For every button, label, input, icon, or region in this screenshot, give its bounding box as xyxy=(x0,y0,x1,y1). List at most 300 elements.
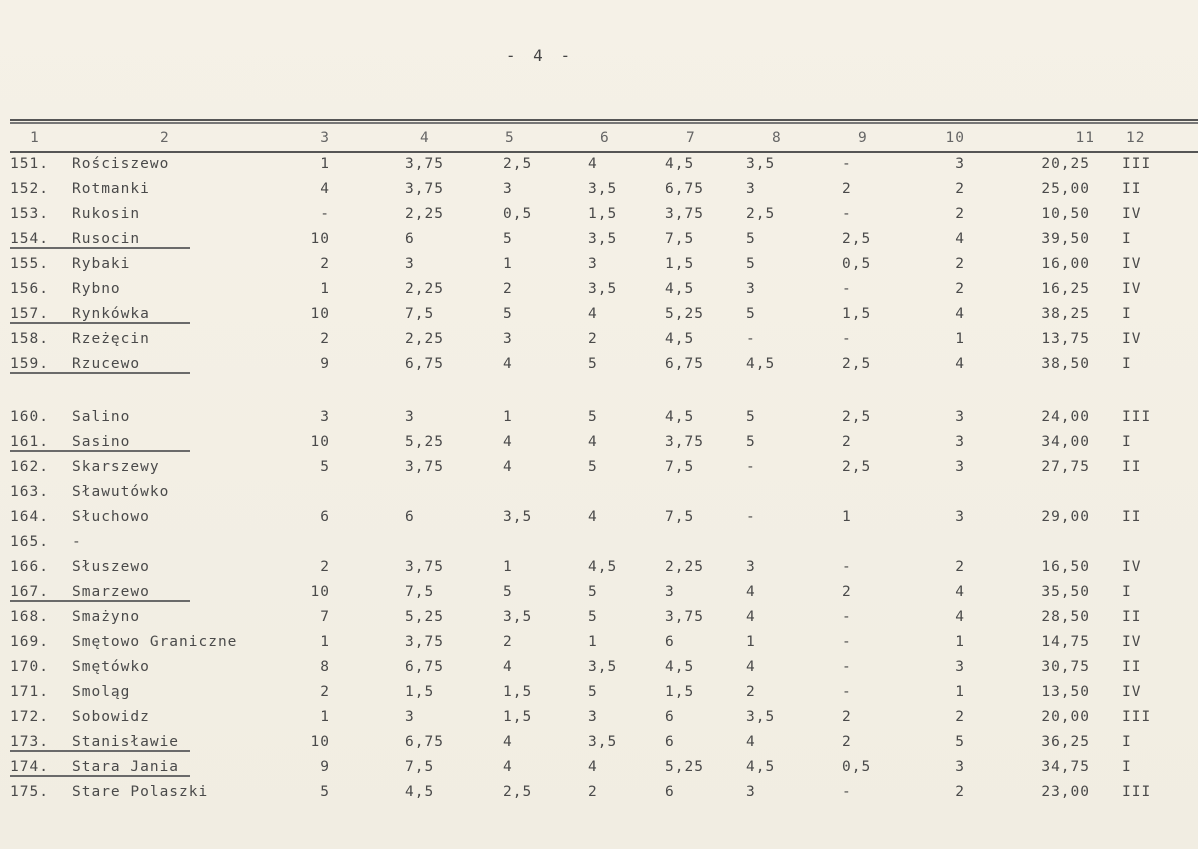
col-11-total: 16,00 xyxy=(1041,256,1090,272)
table-row xyxy=(0,780,1198,805)
village-name: Rusocin xyxy=(72,231,141,247)
table-row xyxy=(0,152,1198,177)
col-12-class: IV xyxy=(1122,331,1142,347)
col-9-value: 1 xyxy=(842,509,852,525)
col-7-value: 5,25 xyxy=(665,759,704,775)
col-3-value: 2 xyxy=(320,331,330,347)
row-number: 160. xyxy=(10,409,49,425)
col-8-value: 2 xyxy=(746,684,756,700)
col-5-value: 0,5 xyxy=(503,206,533,222)
col-9-value: - xyxy=(842,634,852,650)
col-4-value: 3,75 xyxy=(405,459,444,475)
col-5-value: 3 xyxy=(503,331,513,347)
table-row xyxy=(0,630,1198,655)
village-name: Smętówko xyxy=(72,659,150,675)
col-6-value: 5 xyxy=(588,459,598,475)
col-3-value: 1 xyxy=(320,634,330,650)
col-7-value: 7,5 xyxy=(665,459,695,475)
col-6-value: 3,5 xyxy=(588,734,618,750)
col-11-total: 34,75 xyxy=(1041,759,1090,775)
col-7-value: 3,75 xyxy=(665,206,704,222)
col-6-value: 5 xyxy=(588,409,598,425)
col-9-value: 2 xyxy=(842,181,852,197)
col-6-value: 4 xyxy=(588,759,598,775)
col-10-value: 3 xyxy=(955,659,965,675)
col-10-value: 3 xyxy=(955,409,965,425)
col-header-11: 11 xyxy=(1075,130,1095,146)
col-9-value: - xyxy=(842,784,852,800)
col-7-value: 6 xyxy=(665,634,675,650)
col-8-value: 2,5 xyxy=(746,206,776,222)
col-4-value: 6 xyxy=(405,231,415,247)
table-row xyxy=(0,730,1198,755)
village-name: Smażyno xyxy=(72,609,141,625)
row-number: 161. xyxy=(10,434,49,450)
col-3-value: 2 xyxy=(320,684,330,700)
col-6-value: 5 xyxy=(588,584,598,600)
col-12-class: III xyxy=(1122,156,1152,172)
col-header-8: 8 xyxy=(772,130,782,146)
col-4-value: 1,5 xyxy=(405,684,435,700)
col-10-value: 2 xyxy=(955,281,965,297)
col-10-value: 3 xyxy=(955,759,965,775)
col-6-value: 1 xyxy=(588,634,598,650)
col-5-value: 3 xyxy=(503,181,513,197)
col-5-value: 5 xyxy=(503,584,513,600)
col-10-value: 5 xyxy=(955,734,965,750)
table-row xyxy=(0,505,1198,530)
table-row xyxy=(0,705,1198,730)
col-4-value: 6 xyxy=(405,509,415,525)
col-7-value: 4,5 xyxy=(665,281,695,297)
col-3-value: 10 xyxy=(310,584,330,600)
col-8-value: 4 xyxy=(746,584,756,600)
col-9-value: - xyxy=(842,559,852,575)
village-name: Salino xyxy=(72,409,131,425)
col-header-10: 10 xyxy=(945,130,965,146)
col-3-value: 10 xyxy=(310,231,330,247)
col-3-value: 9 xyxy=(320,759,330,775)
row-number: 173. xyxy=(10,734,49,750)
col-5-value: 5 xyxy=(503,231,513,247)
col-4-value: 6,75 xyxy=(405,734,444,750)
col-6-value: 1,5 xyxy=(588,206,618,222)
col-5-value: 4 xyxy=(503,734,513,750)
row-number: 151. xyxy=(10,156,49,172)
col-11-total: 29,00 xyxy=(1041,509,1090,525)
col-7-value: 6 xyxy=(665,734,675,750)
col-8-value: 5 xyxy=(746,256,756,272)
table-row xyxy=(0,405,1198,430)
col-9-value: 0,5 xyxy=(842,759,872,775)
col-5-value: 1 xyxy=(503,559,513,575)
table-top-rule xyxy=(10,119,1198,121)
col-3-value: 10 xyxy=(310,734,330,750)
row-number: 170. xyxy=(10,659,49,675)
col-header-7: 7 xyxy=(686,130,696,146)
col-5-value: 1,5 xyxy=(503,684,533,700)
col-6-value: 3 xyxy=(588,256,598,272)
village-name: Rukosin xyxy=(72,206,141,222)
col-12-class: II xyxy=(1122,659,1142,675)
row-number: 172. xyxy=(10,709,49,725)
col-6-value: 2 xyxy=(588,784,598,800)
col-5-value: 2 xyxy=(503,281,513,297)
col-11-total: 25,00 xyxy=(1041,181,1090,197)
col-7-value: 4,5 xyxy=(665,331,695,347)
village-name: - xyxy=(72,534,82,550)
col-10-value: 4 xyxy=(955,306,965,322)
table-row xyxy=(0,252,1198,277)
col-8-value: 4 xyxy=(746,609,756,625)
col-8-value: - xyxy=(746,331,756,347)
col-4-value: 2,25 xyxy=(405,206,444,222)
col-7-value: 7,5 xyxy=(665,231,695,247)
col-10-value: 3 xyxy=(955,434,965,450)
col-6-value: 3,5 xyxy=(588,181,618,197)
col-8-value: - xyxy=(746,459,756,475)
col-10-value: 1 xyxy=(955,331,965,347)
table-row xyxy=(0,655,1198,680)
col-7-value: 2,25 xyxy=(665,559,704,575)
col-12-class: III xyxy=(1122,709,1152,725)
row-number: 153. xyxy=(10,206,49,222)
col-11-total: 16,25 xyxy=(1041,281,1090,297)
col-12-class: II xyxy=(1122,609,1142,625)
col-10-value: 1 xyxy=(955,634,965,650)
col-10-value: 4 xyxy=(955,231,965,247)
village-name: Sobowidz xyxy=(72,709,150,725)
col-7-value: 3,75 xyxy=(665,609,704,625)
table-row xyxy=(0,455,1198,480)
col-9-value: - xyxy=(842,684,852,700)
col-4-value: 4,5 xyxy=(405,784,435,800)
col-7-value: 6,75 xyxy=(665,356,704,372)
village-name: Rybno xyxy=(72,281,121,297)
col-11-total: 39,50 xyxy=(1041,231,1090,247)
village-name: Rzeżęcin xyxy=(72,331,150,347)
village-name: Sasino xyxy=(72,434,131,450)
village-name: Sławutówko xyxy=(72,484,170,500)
col-6-value: 4 xyxy=(588,434,598,450)
col-10-value: 4 xyxy=(955,609,965,625)
col-3-value: 6 xyxy=(320,509,330,525)
col-11-total: 38,25 xyxy=(1041,306,1090,322)
col-12-class: I xyxy=(1122,231,1132,247)
col-12-class: IV xyxy=(1122,206,1142,222)
col-7-value: 7,5 xyxy=(665,509,695,525)
col-3-value: 1 xyxy=(320,156,330,172)
col-8-value: 5 xyxy=(746,306,756,322)
col-10-value: 2 xyxy=(955,181,965,197)
col-9-value: - xyxy=(842,206,852,222)
col-8-value: 3,5 xyxy=(746,156,776,172)
col-12-class: III xyxy=(1122,409,1152,425)
col-4-value: 3,75 xyxy=(405,156,444,172)
col-3-value: 2 xyxy=(320,256,330,272)
table-row xyxy=(0,277,1198,302)
col-12-class: I xyxy=(1122,434,1132,450)
col-header-6: 6 xyxy=(600,130,610,146)
col-4-value: 7,5 xyxy=(405,584,435,600)
col-8-value: 5 xyxy=(746,434,756,450)
col-10-value: 2 xyxy=(955,256,965,272)
col-10-value: 2 xyxy=(955,559,965,575)
col-5-value: 4 xyxy=(503,434,513,450)
village-score-table xyxy=(0,126,1198,805)
col-8-value: 4 xyxy=(746,734,756,750)
col-12-class: IV xyxy=(1122,256,1142,272)
col-7-value: 1,5 xyxy=(665,256,695,272)
village-name: Rynkówka xyxy=(72,306,150,322)
col-11-total: 38,50 xyxy=(1041,356,1090,372)
col-4-value: 7,5 xyxy=(405,306,435,322)
col-8-value: 4 xyxy=(746,659,756,675)
col-4-value: 3,75 xyxy=(405,559,444,575)
col-3-value: 9 xyxy=(320,356,330,372)
col-10-value: 3 xyxy=(955,156,965,172)
row-number: 162. xyxy=(10,459,49,475)
col-6-value: 3,5 xyxy=(588,231,618,247)
col-9-value: 2,5 xyxy=(842,459,872,475)
col-3-value: 4 xyxy=(320,181,330,197)
col-7-value: 4,5 xyxy=(665,156,695,172)
village-name: Rotmanki xyxy=(72,181,150,197)
col-10-value: 2 xyxy=(955,784,965,800)
col-7-value: 6 xyxy=(665,784,675,800)
col-6-value: 2 xyxy=(588,331,598,347)
col-6-value: 4 xyxy=(588,156,598,172)
col-11-total: 13,50 xyxy=(1041,684,1090,700)
col-9-value: 2,5 xyxy=(842,409,872,425)
table-row xyxy=(0,680,1198,705)
col-8-value: - xyxy=(746,509,756,525)
col-5-value: 4 xyxy=(503,759,513,775)
col-5-value: 5 xyxy=(503,306,513,322)
village-name: Stare Polaszki xyxy=(72,784,209,800)
table-header-row xyxy=(0,126,1198,152)
village-name: Smarzewo xyxy=(72,584,150,600)
col-7-value: 6,75 xyxy=(665,181,704,197)
col-10-value: 1 xyxy=(955,684,965,700)
col-10-value: 4 xyxy=(955,356,965,372)
col-8-value: 3 xyxy=(746,281,756,297)
col-header-2: 2 xyxy=(160,130,170,146)
row-number: 158. xyxy=(10,331,49,347)
col-8-value: 4,5 xyxy=(746,356,776,372)
village-name: Rościszewo xyxy=(72,156,170,172)
col-6-value: 4 xyxy=(588,306,598,322)
col-3-value: 3 xyxy=(320,409,330,425)
col-12-class: IV xyxy=(1122,281,1142,297)
col-9-value: 1,5 xyxy=(842,306,872,322)
col-header-3: 3 xyxy=(320,130,330,146)
table-row xyxy=(0,327,1198,352)
col-11-total: 16,50 xyxy=(1041,559,1090,575)
col-10-value: 3 xyxy=(955,459,965,475)
table-row xyxy=(0,605,1198,630)
village-name: Stanisławie xyxy=(72,734,180,750)
table-row xyxy=(0,177,1198,202)
col-5-value: 2 xyxy=(503,634,513,650)
col-header-5: 5 xyxy=(505,130,515,146)
col-5-value: 1,5 xyxy=(503,709,533,725)
col-8-value: 3 xyxy=(746,559,756,575)
table-row xyxy=(0,227,1198,252)
col-6-value: 5 xyxy=(588,356,598,372)
col-11-total: 34,00 xyxy=(1041,434,1090,450)
col-header-1: 1 xyxy=(30,130,40,146)
row-number: 165. xyxy=(10,534,49,550)
row-number: 168. xyxy=(10,609,49,625)
col-9-value: 2,5 xyxy=(842,356,872,372)
col-9-value: - xyxy=(842,331,852,347)
col-6-value: 3 xyxy=(588,709,598,725)
col-6-value: 3,5 xyxy=(588,659,618,675)
col-4-value: 3,75 xyxy=(405,634,444,650)
village-name: Smętowo Graniczne xyxy=(72,634,238,650)
col-12-class: II xyxy=(1122,509,1142,525)
col-9-value: 2,5 xyxy=(842,231,872,247)
row-number: 175. xyxy=(10,784,49,800)
col-11-total: 23,00 xyxy=(1041,784,1090,800)
table-row xyxy=(0,555,1198,580)
col-11-total: 14,75 xyxy=(1041,634,1090,650)
col-8-value: 3 xyxy=(746,181,756,197)
col-4-value: 5,25 xyxy=(405,434,444,450)
col-7-value: 4,5 xyxy=(665,409,695,425)
village-name: Słuchowo xyxy=(72,509,150,525)
row-number: 169. xyxy=(10,634,49,650)
village-name: Smoląg xyxy=(72,684,131,700)
col-5-value: 1 xyxy=(503,256,513,272)
col-11-total: 24,00 xyxy=(1041,409,1090,425)
row-number: 159. xyxy=(10,356,49,372)
col-6-value: 5 xyxy=(588,684,598,700)
col-11-total: 20,25 xyxy=(1041,156,1090,172)
col-4-value: 3 xyxy=(405,256,415,272)
row-number: 156. xyxy=(10,281,49,297)
col-7-value: 6 xyxy=(665,709,675,725)
village-name: Słuszewo xyxy=(72,559,150,575)
col-5-value: 2,5 xyxy=(503,156,533,172)
col-9-value: 2 xyxy=(842,709,852,725)
col-11-total: 28,50 xyxy=(1041,609,1090,625)
col-9-value: 0,5 xyxy=(842,256,872,272)
col-7-value: 3 xyxy=(665,584,675,600)
col-11-total: 35,50 xyxy=(1041,584,1090,600)
col-3-value: 1 xyxy=(320,709,330,725)
col-11-total: 36,25 xyxy=(1041,734,1090,750)
page-number: - 4 - xyxy=(505,46,575,65)
col-8-value: 3,5 xyxy=(746,709,776,725)
row-number: 154. xyxy=(10,231,49,247)
col-12-class: IV xyxy=(1122,684,1142,700)
col-9-value: - xyxy=(842,156,852,172)
table-row xyxy=(0,302,1198,327)
col-8-value: 3 xyxy=(746,784,756,800)
col-12-class: I xyxy=(1122,306,1132,322)
col-9-value: - xyxy=(842,659,852,675)
col-9-value: 2 xyxy=(842,734,852,750)
col-12-class: III xyxy=(1122,784,1152,800)
col-5-value: 3,5 xyxy=(503,609,533,625)
col-5-value: 2,5 xyxy=(503,784,533,800)
table-row xyxy=(0,202,1198,227)
table-row xyxy=(0,530,1198,555)
col-11-total: 27,75 xyxy=(1041,459,1090,475)
col-5-value: 4 xyxy=(503,356,513,372)
row-number: 152. xyxy=(10,181,49,197)
village-name: Rzucewo xyxy=(72,356,141,372)
table-row xyxy=(0,580,1198,605)
col-5-value: 4 xyxy=(503,659,513,675)
col-10-value: 2 xyxy=(955,206,965,222)
col-12-class: I xyxy=(1122,356,1132,372)
col-12-class: II xyxy=(1122,459,1142,475)
col-10-value: 3 xyxy=(955,509,965,525)
row-number: 171. xyxy=(10,684,49,700)
col-7-value: 1,5 xyxy=(665,684,695,700)
row-number: 166. xyxy=(10,559,49,575)
table-row xyxy=(0,480,1198,505)
col-12-class: IV xyxy=(1122,634,1142,650)
col-4-value: 3 xyxy=(405,409,415,425)
col-6-value: 4 xyxy=(588,509,598,525)
col-8-value: 5 xyxy=(746,409,756,425)
col-3-value: 10 xyxy=(310,434,330,450)
village-name: Skarszewy xyxy=(72,459,160,475)
row-number: 167. xyxy=(10,584,49,600)
col-9-value: - xyxy=(842,281,852,297)
col-10-value: 2 xyxy=(955,709,965,725)
row-number: 155. xyxy=(10,256,49,272)
col-4-value: 2,25 xyxy=(405,281,444,297)
col-4-value: 3 xyxy=(405,709,415,725)
row-number: 157. xyxy=(10,306,49,322)
col-11-total: 20,00 xyxy=(1041,709,1090,725)
col-3-value: 7 xyxy=(320,609,330,625)
col-3-value: 2 xyxy=(320,559,330,575)
col-3-value: 5 xyxy=(320,784,330,800)
col-8-value: 1 xyxy=(746,634,756,650)
col-header-12: 12 xyxy=(1126,130,1146,146)
col-12-class: I xyxy=(1122,759,1132,775)
village-name: Stara Jania xyxy=(72,759,180,775)
col-3-value: 10 xyxy=(310,306,330,322)
col-11-total: 13,75 xyxy=(1041,331,1090,347)
col-3-value: 5 xyxy=(320,459,330,475)
row-number: 174. xyxy=(10,759,49,775)
col-6-value: 4,5 xyxy=(588,559,618,575)
col-8-value: 5 xyxy=(746,231,756,247)
row-number: 163. xyxy=(10,484,49,500)
table-body xyxy=(0,152,1198,805)
col-10-value: 4 xyxy=(955,584,965,600)
col-12-class: I xyxy=(1122,584,1132,600)
col-6-value: 5 xyxy=(588,609,598,625)
col-3-value: 1 xyxy=(320,281,330,297)
col-4-value: 6,75 xyxy=(405,356,444,372)
col-8-value: 4,5 xyxy=(746,759,776,775)
col-12-class: II xyxy=(1122,181,1142,197)
col-4-value: 6,75 xyxy=(405,659,444,675)
col-4-value: 7,5 xyxy=(405,759,435,775)
row-number: 164. xyxy=(10,509,49,525)
village-name: Rybaki xyxy=(72,256,131,272)
col-3-value: 8 xyxy=(320,659,330,675)
table-row xyxy=(0,352,1198,377)
